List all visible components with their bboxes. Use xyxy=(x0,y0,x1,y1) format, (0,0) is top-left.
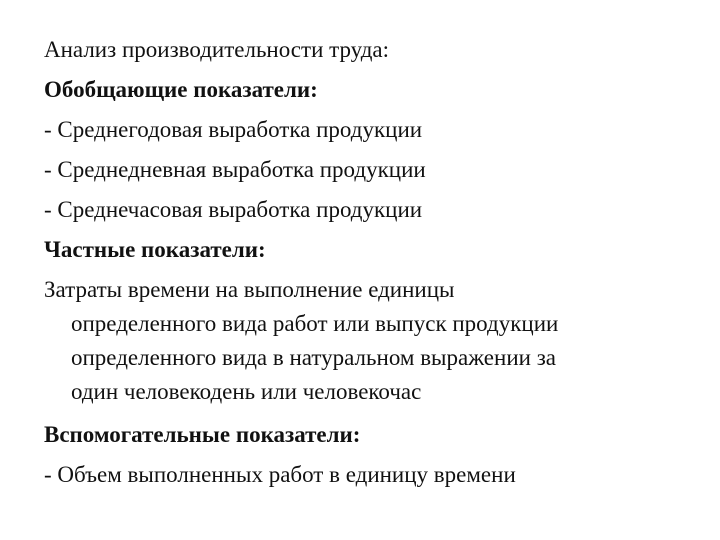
list-item: - Среднечасовая выработка продукции xyxy=(44,197,423,222)
list-item: - Среднедневная выработка продукции xyxy=(44,157,426,182)
list-item: - Объем выполненных работ в единицу времени xyxy=(44,462,516,487)
section-heading-particular: Частные показатели: xyxy=(44,237,266,262)
section-heading-auxiliary: Вспомогательные показатели: xyxy=(44,422,361,447)
slide-content xyxy=(44,30,704,495)
section-heading-general: Обобщающие показатели: xyxy=(44,77,318,102)
paragraph-continuation-line: определенного вида в натуральном выражении за xyxy=(71,345,556,370)
paragraph-continuation-line: один человекодень или человекочас xyxy=(71,379,422,404)
list-item: - Среднегодовая выработка продукции xyxy=(44,117,423,142)
paragraph-continuation-line: определенного вида работ или выпуск продукции xyxy=(71,311,559,336)
paragraph-first-line: Затраты времени на выполнение единицы xyxy=(44,277,455,302)
slide-title: Анализ производительности труда: xyxy=(44,37,390,62)
